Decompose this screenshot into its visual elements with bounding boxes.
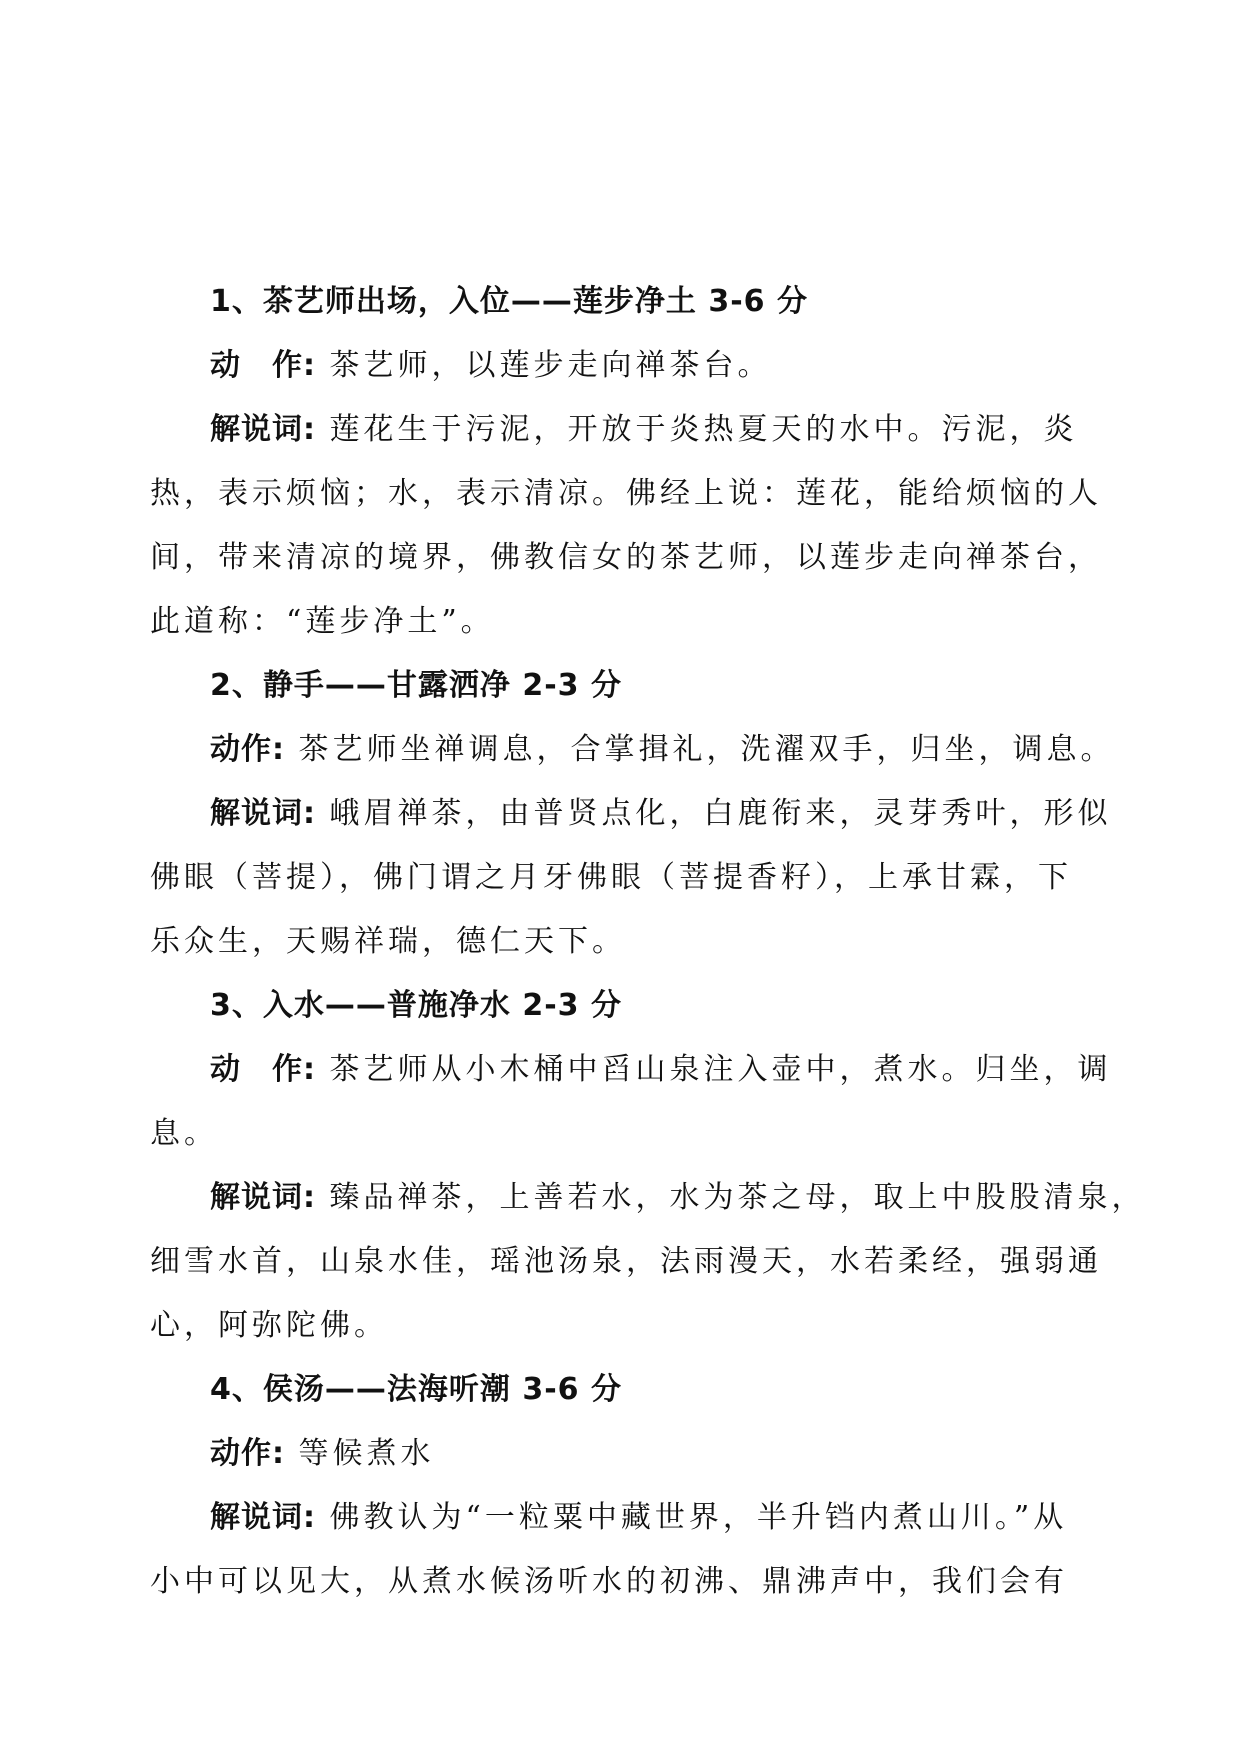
section-2-action-text: 茶艺师坐禅调息，合掌揖礼，洗濯双手，归坐，调息。 [298,732,1115,767]
section-3-heading: 3、入水——普施净水 2-3 分 [210,988,622,1023]
section-1-heading: 1、茶艺师出场，入位——莲步净土 3-6 分 [210,284,808,319]
section-2-desc-text: 峨眉禅茶，由普贤点化，白鹿衔来，灵芽秀叶，形似 [329,796,1112,831]
section-1-desc-line-3: 间，带来清凉的境界，佛教信女的茶艺师，以莲步走向禅茶台， [150,540,1102,575]
section-1-desc-text: 莲花生于污泥，开放于炎热夏天的水中。污泥，炎 [329,412,1078,447]
section-1-action [150,346,1100,386]
section-4-desc-text: 佛教认为“一粒粟中藏世界，半升铛内煮山川。”从 [329,1500,1068,1535]
section-1-desc-line-2: 热，表示烦恼；水，表示清凉。佛经上说：莲花，能给烦恼的人 [150,476,1102,511]
section-4-desc-line-1 [150,1498,1100,1538]
section-1-action-label: 动 作: [210,348,316,383]
section-4-desc-line-2: 小中可以见大，从煮水候汤听水的初沸、鼎沸声中，我们会有 [150,1564,1068,1599]
section-1-desc-line-1 [150,410,1100,450]
section-2-desc-line-2: 佛眼（菩提），佛门谓之月牙佛眼（菩提香籽），上承甘霖，下 [150,860,1072,895]
section-3-action-line-2: 息。 [150,1116,218,1151]
section-2-desc-label: 解说词: [210,796,316,831]
section-2-action [150,730,1115,770]
section-1-action-text: 茶艺师，以莲步走向禅茶台。 [329,348,772,383]
section-3-action-label: 动 作: [210,1052,316,1087]
section-2-action-label: 动作: [210,732,285,767]
section-2-heading: 2、静手——甘露洒净 2-3 分 [210,668,622,703]
section-1-desc-line-4: 此道称：“莲步净土”。 [150,604,495,639]
section-4-action [150,1434,1100,1474]
section-4-action-text: 等候煮水 [298,1436,435,1471]
section-1-desc-label: 解说词: [210,412,316,447]
section-3-desc-label: 解说词: [210,1180,316,1215]
section-3-desc-line-3: 心，阿弥陀佛。 [150,1308,388,1343]
section-3-desc-line-2: 细雪水首，山泉水佳，瑶池汤泉，法雨漫天，水若柔经，强弱通 [150,1244,1102,1279]
section-2-desc-line-1 [150,794,1112,834]
section-3-action-line-1 [150,1050,1112,1090]
section-3-action-text: 茶艺师从小木桶中舀山泉注入壶中，煮水。归坐，调 [329,1052,1112,1087]
section-2-desc-line-3: 乐众生，天赐祥瑞，德仁天下。 [150,924,626,959]
document-page [150,282,1146,1626]
section-3-desc-line-1 [150,1178,1146,1218]
section-4-heading: 4、侯汤——法海听潮 3-6 分 [210,1372,622,1407]
section-3-desc-text: 臻品禅茶，上善若水，水为茶之母，取上中股股清泉， [329,1180,1146,1215]
section-4-desc-label: 解说词: [210,1500,316,1535]
section-4-action-label: 动作: [210,1436,285,1471]
